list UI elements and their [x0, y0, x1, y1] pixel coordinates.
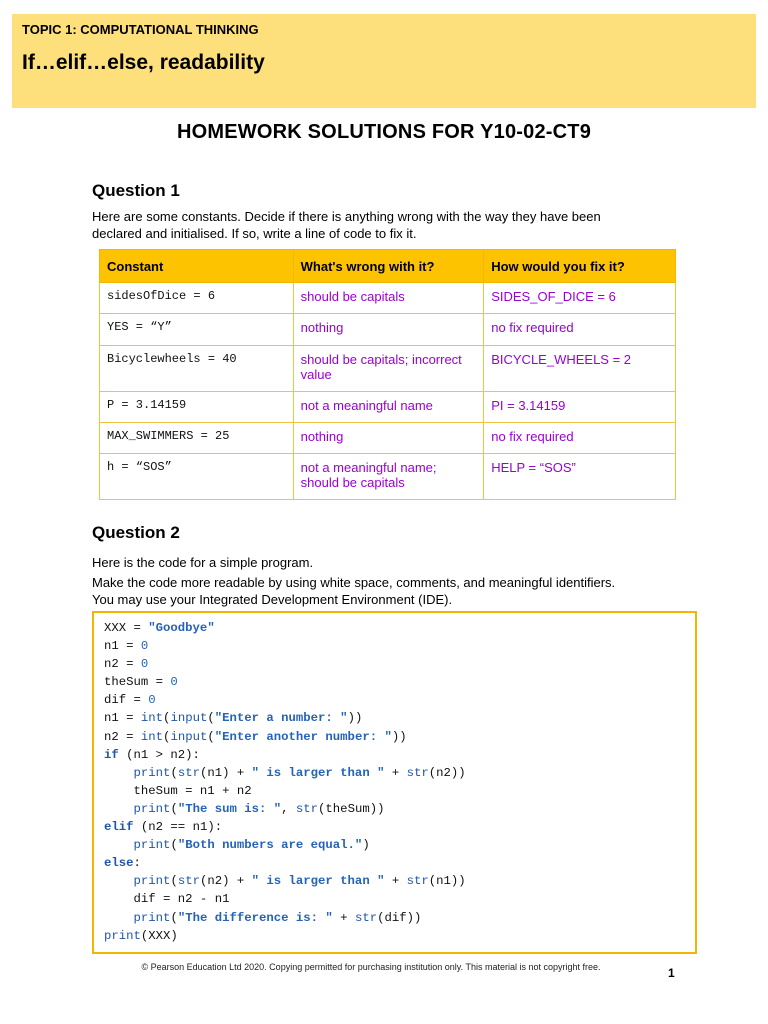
fix-cell: PI = 3.14159 [484, 392, 676, 423]
constant-cell: h = “SOS” [100, 454, 294, 500]
copyright-footer: © Pearson Education Ltd 2020. Copying permitted for purchasing institution only. This material is not copyright free. [141, 962, 601, 972]
fix-cell: HELP = “SOS” [484, 454, 676, 500]
code-line: theSum = 0 [104, 675, 178, 690]
question-2-line-1: Here is the code for a simple program. [92, 555, 314, 570]
question-1-instructions-line-1: Here are some constants. Decide if there is anything wrong with the way they have been [92, 209, 601, 224]
problem-cell: should be capitals [293, 283, 484, 314]
page-number: 1 [668, 966, 675, 980]
table-row [100, 314, 676, 346]
problem-cell: should be capitals; incorrect value [293, 346, 484, 392]
code-line: print(XXX) [104, 928, 178, 943]
column-header-fix: How would you fix it? [484, 250, 676, 283]
topic-label: TOPIC 1: COMPUTATIONAL THINKING [22, 22, 259, 37]
code-line: dif = n2 - n1 [104, 892, 230, 907]
code-line: if (n1 > n2): [104, 747, 200, 762]
question-1-heading: Question 1 [92, 181, 180, 200]
code-line: elif (n2 == n1): [104, 820, 223, 835]
code-line: print("Both numbers are equal.") [133, 838, 370, 853]
question-2-line-2: Make the code more readable by using white space, comments, and meaningful identifiers. [92, 575, 616, 590]
table-row [100, 283, 676, 314]
question-2-line-3: You may use your Integrated Development Environment (IDE). [92, 592, 453, 607]
code-line: n1 = int(input("Enter a number: ")) [104, 711, 363, 726]
code-line: n2 = int(input("Enter another number: ")) [104, 729, 407, 744]
fix-cell: no fix required [484, 423, 676, 454]
question-2-instructions [92, 554, 692, 608]
code-line: n2 = 0 [104, 657, 149, 672]
code-line: print("The sum is: ", str(theSum)) [133, 801, 385, 816]
code-block [104, 619, 466, 945]
fix-cell: no fix required [484, 314, 676, 346]
problem-cell: not a meaningful name [293, 392, 484, 423]
fix-cell: BICYCLE_WHEELS = 2 [484, 346, 676, 392]
question-1-instructions-line-2: declared and initialised. If so, write a line of code to fix it. [92, 226, 417, 241]
table-row [100, 454, 676, 500]
problem-cell: nothing [293, 314, 484, 346]
code-line: print(str(n1) + " is larger than " + str(n2)) [133, 765, 466, 780]
code-line: dif = 0 [104, 693, 156, 708]
table-row [100, 423, 676, 454]
problem-cell: not a meaningful name; should be capitals [293, 454, 484, 500]
problem-cell: nothing [293, 423, 484, 454]
code-line: print("The difference is: " + str(dif)) [133, 910, 422, 925]
constant-cell: MAX_SWIMMERS = 25 [100, 423, 294, 454]
topic-subtitle: If…elif…else, readability [22, 51, 265, 74]
code-line: else: [104, 856, 141, 871]
question-2-heading: Question 2 [92, 523, 180, 542]
table-header-row [100, 250, 676, 283]
page-title: HOMEWORK SOLUTIONS FOR Y10-02-CT9 [176, 121, 592, 143]
table-row [100, 392, 676, 423]
constant-cell: sidesOfDice = 6 [100, 283, 294, 314]
constant-cell: YES = “Y” [100, 314, 294, 346]
constants-table [99, 249, 676, 500]
code-listing [92, 611, 697, 954]
code-line: print(str(n2) + " is larger than " + str(n1)) [133, 874, 466, 889]
constant-cell: P = 3.14159 [100, 392, 294, 423]
code-line: n1 = 0 [104, 639, 149, 654]
table-row [100, 346, 676, 392]
column-header-constant: Constant [100, 250, 294, 283]
fix-cell: SIDES_OF_DICE = 6 [484, 283, 676, 314]
code-line: XXX = "Goodbye" [104, 621, 215, 635]
question-1-instructions [92, 208, 682, 242]
code-line: theSum = n1 + n2 [104, 783, 252, 798]
constant-cell: Bicyclewheels = 40 [100, 346, 294, 392]
column-header-whats-wrong: What's wrong with it? [293, 250, 484, 283]
